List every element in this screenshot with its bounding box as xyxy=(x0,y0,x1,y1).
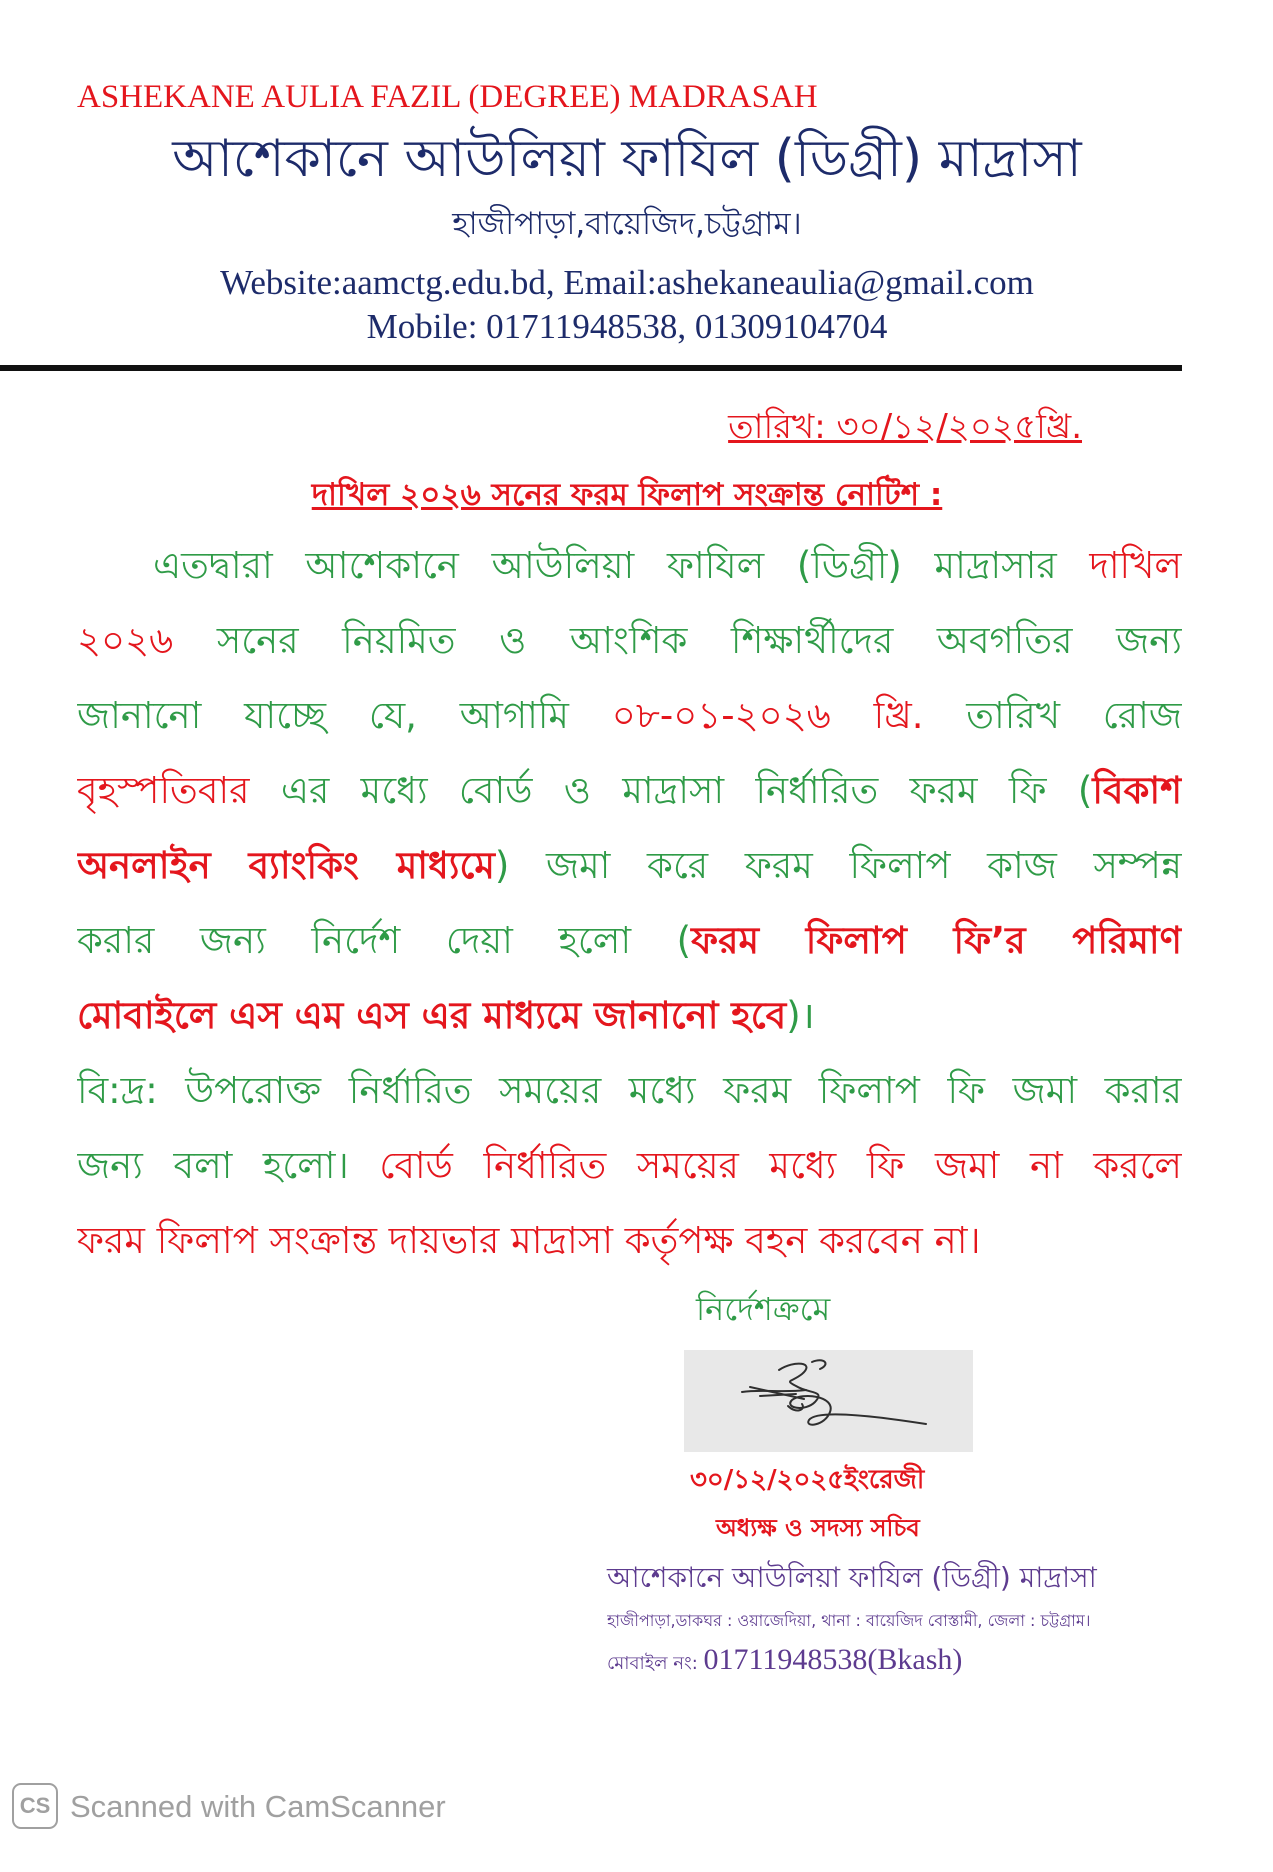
signatory-address: হাজীপাড়া,ডাকঘর : ওয়াজেদিয়া, থানা : বায়েজিদ বোস্তামী, জেলা : চট্টগ্রাম। xyxy=(607,1611,1091,1630)
notice-line xyxy=(77,903,1182,978)
notice-line xyxy=(77,753,1182,828)
notice-text-segment: এর মধ্যে বোর্ড ও মাদ্রাসা নির্ধারিত ফরম ফি ( xyxy=(249,769,1093,812)
notice-text-segment: ২০২৬ xyxy=(77,619,174,662)
mobile-number: 01711948538(Bkash) xyxy=(703,1643,963,1676)
signature-date: ৩০/১২/২০২৫ইংরেজী xyxy=(690,1465,925,1495)
notice-text-segment: ফরম ফিলাপ সংক্রান্ত দায়ভার মাদ্রাসা কর্তৃপক্ষ বহন করবেন না। xyxy=(77,1219,981,1262)
notice-text-segment: ০৮-০১-২০২৬ খ্রি. xyxy=(611,694,924,737)
notice-text-segment: বিকাশ xyxy=(1092,769,1182,812)
contact-mobile-line: Mobile: 01711948538, 01309104704 xyxy=(366,307,888,346)
signatory-designation: অধ্যক্ষ ও সদস্য সচিব xyxy=(716,1514,920,1542)
by-order-label: নির্দেশক্রমে xyxy=(696,1290,831,1328)
notice-line xyxy=(77,528,1182,603)
signature-image xyxy=(684,1350,973,1452)
signatory-institution: আশেকানে আউলিয়া ফাযিল (ডিগ্রী) মাদ্রাসা xyxy=(607,1561,1097,1594)
notice-subject xyxy=(0,473,1254,517)
notice-text-segment: দাখিল xyxy=(1089,544,1182,587)
notice-line xyxy=(77,678,1182,753)
notice-subject-text: দাখিল ২০২৬ সনের ফরম ফিলাপ সংক্রান্ত নোটিশ : xyxy=(311,477,943,513)
notice-text-segment: জানানো যাচ্ছে যে, আগামি xyxy=(77,694,612,737)
institution-address: হাজীপাড়া,বায়েজিদ,চট্টগ্রাম। xyxy=(452,206,802,242)
scanner-watermark-text: Scanned with CamScanner xyxy=(70,1789,446,1824)
institution-bangla-name: আশেকানে আউলিয়া ফাযিল (ডিগ্রী) মাদ্রাসা xyxy=(172,129,1082,189)
notice-date: তারিখ: ৩০/১২/২০২৫খ্রি. xyxy=(728,407,1082,447)
notice-text-segment: করার জন্য নির্দেশ দেয়া হলো ( xyxy=(77,919,692,962)
website-email-line: Website:aamctg.edu.bd, Email:ashekaneaulia@gmail.com xyxy=(220,263,1034,302)
notice-text-segment: বোর্ড নির্ধারিত সময়ের মধ্যে ফি জমা না করলে xyxy=(379,1144,1182,1187)
notice-text-segment: অনলাইন ব্যাংকিং মাধ্যমে xyxy=(77,844,495,887)
notice-line xyxy=(77,828,1182,903)
notice-body xyxy=(77,528,1182,1278)
notice-text-segment: ) জমা করে ফরম ফিলাপ কাজ সম্পন্ন xyxy=(494,844,1182,887)
handwritten-signature xyxy=(684,1350,973,1452)
notice-line xyxy=(77,978,1182,1053)
notice-text-segment: সনের নিয়মিত ও আংশিক শিক্ষার্থীদের অবগতির জন্য xyxy=(173,619,1182,662)
mobile-label: মোবাইল নং: xyxy=(607,1653,704,1674)
notice-text-segment: বৃহস্পতিবার xyxy=(77,769,250,812)
notice-text-segment: ফরম ফিলাপ ফি’র পরিমাণ xyxy=(691,919,1182,962)
notice-text-segment: )। xyxy=(786,994,815,1037)
notice-line xyxy=(77,603,1182,678)
notice-text-segment: তারিখ রোজ xyxy=(923,694,1182,737)
notice-text-segment: মোবাইলে এস এম এস এর মাধ্যমে জানানো হবে xyxy=(77,994,787,1037)
notice-line xyxy=(77,1053,1182,1128)
letterhead-divider xyxy=(0,365,1182,371)
signatory-mobile xyxy=(607,1641,962,1683)
notice-line xyxy=(77,1203,1182,1278)
notice-line xyxy=(77,1128,1182,1203)
notice-text-segment: বি:দ্র: উপরোক্ত নির্ধারিত সময়ের মধ্যে ফরম ফিলাপ ফি জমা করার xyxy=(77,1069,1182,1112)
notice-text-segment: এতদ্বারা আশেকানে আউলিয়া ফাযিল (ডিগ্রী) মাদ্রাসার xyxy=(153,544,1090,587)
institution-english-name: ASHEKANE AULIA FAZIL (DEGREE) MADRASAH xyxy=(77,79,818,115)
notice-text-segment: জন্য বলা হলো। xyxy=(77,1144,380,1187)
camscanner-logo-icon: CS xyxy=(12,1783,58,1829)
